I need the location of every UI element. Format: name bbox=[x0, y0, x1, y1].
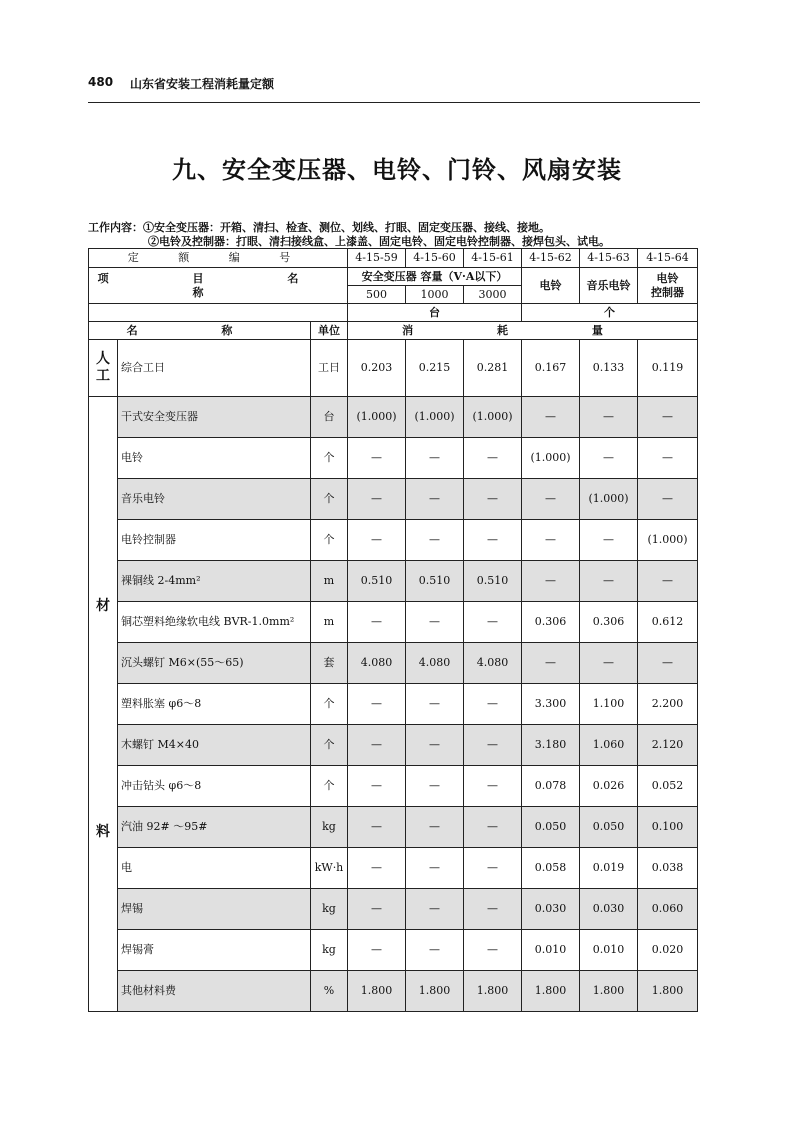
material-unit: 个 bbox=[311, 684, 348, 725]
material-value: (1.000) bbox=[348, 397, 406, 438]
material-row bbox=[89, 561, 698, 602]
item-name-label: 项 目 名 称 bbox=[89, 268, 348, 304]
material-value: — bbox=[348, 889, 406, 930]
material-value: — bbox=[348, 602, 406, 643]
bell-controller-header: 电铃 控制器 bbox=[638, 268, 698, 304]
material-value: 0.019 bbox=[580, 848, 638, 889]
material-value: 0.030 bbox=[580, 889, 638, 930]
material-value: 4.080 bbox=[348, 643, 406, 684]
quota-code: 4-15-64 bbox=[638, 249, 698, 268]
material-value: (1.000) bbox=[464, 397, 522, 438]
material-value: 0.078 bbox=[522, 766, 580, 807]
material-value: — bbox=[638, 438, 698, 479]
material-value: 4.080 bbox=[406, 643, 464, 684]
material-value: 0.052 bbox=[638, 766, 698, 807]
material-value: — bbox=[464, 930, 522, 971]
material-value: 0.026 bbox=[580, 766, 638, 807]
page-number: 480 bbox=[88, 75, 114, 89]
material-value: — bbox=[522, 479, 580, 520]
material-name: 沉头螺钉 M6×(55～65) bbox=[118, 643, 311, 684]
material-row bbox=[89, 848, 698, 889]
section-title: 九、安全变压器、电铃、门铃、风扇安装 bbox=[172, 156, 622, 184]
material-value: — bbox=[348, 766, 406, 807]
material-value: 0.306 bbox=[580, 602, 638, 643]
material-value: 1.060 bbox=[580, 725, 638, 766]
material-row bbox=[89, 889, 698, 930]
material-row bbox=[89, 438, 698, 479]
consumption-table bbox=[88, 248, 698, 1012]
material-value: — bbox=[464, 807, 522, 848]
material-value: 1.800 bbox=[522, 971, 580, 1012]
labor-group-label: 人 工 bbox=[89, 340, 118, 397]
material-value: 0.020 bbox=[638, 930, 698, 971]
material-value: 0.612 bbox=[638, 602, 698, 643]
material-value: — bbox=[406, 848, 464, 889]
material-value: 3.180 bbox=[522, 725, 580, 766]
material-value: — bbox=[638, 397, 698, 438]
quota-code: 4-15-59 bbox=[348, 249, 406, 268]
material-value: — bbox=[580, 520, 638, 561]
material-value: — bbox=[406, 684, 464, 725]
material-value: — bbox=[464, 889, 522, 930]
material-value: — bbox=[464, 766, 522, 807]
material-name: 裸铜线 2-4mm² bbox=[118, 561, 311, 602]
material-value: — bbox=[406, 602, 464, 643]
material-name: 汽油 92# ～95# bbox=[118, 807, 311, 848]
quota-code: 4-15-62 bbox=[522, 249, 580, 268]
quota-code: 4-15-61 bbox=[464, 249, 522, 268]
material-value: 4.080 bbox=[464, 643, 522, 684]
material-name: 焊锡 bbox=[118, 889, 311, 930]
material-value: — bbox=[406, 766, 464, 807]
material-value: — bbox=[464, 725, 522, 766]
labor-value: 0.203 bbox=[348, 340, 406, 397]
material-value: — bbox=[348, 438, 406, 479]
material-value: 3.300 bbox=[522, 684, 580, 725]
material-name: 干式安全变压器 bbox=[118, 397, 311, 438]
material-value: 0.100 bbox=[638, 807, 698, 848]
material-value: 0.038 bbox=[638, 848, 698, 889]
material-value: — bbox=[348, 930, 406, 971]
material-value: 1.100 bbox=[580, 684, 638, 725]
quota-code: 4-15-60 bbox=[406, 249, 464, 268]
material-value: 0.510 bbox=[406, 561, 464, 602]
material-value: (1.000) bbox=[522, 438, 580, 479]
material-value: — bbox=[406, 889, 464, 930]
material-unit: 个 bbox=[311, 766, 348, 807]
unit-ge: 个 bbox=[522, 304, 698, 322]
material-name: 铜芯塑料绝缘软电线 BVR-1.0mm² bbox=[118, 602, 311, 643]
material-value: — bbox=[522, 643, 580, 684]
material-unit: 个 bbox=[311, 479, 348, 520]
material-value: — bbox=[580, 561, 638, 602]
material-value: 1.800 bbox=[464, 971, 522, 1012]
labor-unit: 工日 bbox=[311, 340, 348, 397]
material-name: 音乐电铃 bbox=[118, 479, 311, 520]
material-name: 电铃 bbox=[118, 438, 311, 479]
material-value: 1.800 bbox=[406, 971, 464, 1012]
material-value: — bbox=[464, 520, 522, 561]
book-title: 山东省安装工程消耗量定额 bbox=[130, 77, 275, 91]
material-value: — bbox=[348, 520, 406, 561]
material-value: — bbox=[406, 520, 464, 561]
material-value: 2.200 bbox=[638, 684, 698, 725]
material-name: 电铃控制器 bbox=[118, 520, 311, 561]
material-row bbox=[89, 684, 698, 725]
material-value: — bbox=[580, 397, 638, 438]
material-value: — bbox=[406, 479, 464, 520]
material-value: 0.050 bbox=[580, 807, 638, 848]
material-value: (1.000) bbox=[638, 520, 698, 561]
material-value: 0.030 bbox=[522, 889, 580, 930]
material-unit: kg bbox=[311, 889, 348, 930]
material-value: — bbox=[464, 684, 522, 725]
material-name: 其他材料费 bbox=[118, 971, 311, 1012]
material-value: — bbox=[406, 807, 464, 848]
material-unit: kg bbox=[311, 930, 348, 971]
material-value: — bbox=[406, 930, 464, 971]
material-value: — bbox=[522, 520, 580, 561]
material-unit: % bbox=[311, 971, 348, 1012]
labor-name: 综合工日 bbox=[118, 340, 311, 397]
unit-spacer bbox=[89, 304, 348, 322]
labor-value: 0.119 bbox=[638, 340, 698, 397]
labor-value: 0.133 bbox=[580, 340, 638, 397]
material-value: — bbox=[464, 848, 522, 889]
material-value: 0.060 bbox=[638, 889, 698, 930]
material-row bbox=[89, 520, 698, 561]
material-row bbox=[89, 602, 698, 643]
name-column-header: 名 称 bbox=[89, 322, 311, 340]
material-value: 0.010 bbox=[522, 930, 580, 971]
labor-value: 0.167 bbox=[522, 340, 580, 397]
material-value: 1.800 bbox=[638, 971, 698, 1012]
material-value: 0.050 bbox=[522, 807, 580, 848]
material-value: — bbox=[464, 602, 522, 643]
work-content-line-1: 工作内容：①安全变压器：开箱、清扫、检查、测位、划线、打眼、固定变压器、接线、接地。 bbox=[88, 221, 550, 234]
material-value: — bbox=[348, 725, 406, 766]
material-row bbox=[89, 807, 698, 848]
material-value: — bbox=[464, 438, 522, 479]
material-unit: kg bbox=[311, 807, 348, 848]
material-value: — bbox=[522, 561, 580, 602]
material-value: — bbox=[348, 684, 406, 725]
material-value: — bbox=[638, 479, 698, 520]
material-unit: m bbox=[311, 561, 348, 602]
material-unit: 个 bbox=[311, 438, 348, 479]
material-value: — bbox=[638, 643, 698, 684]
material-value: 0.510 bbox=[348, 561, 406, 602]
material-value: — bbox=[348, 807, 406, 848]
material-value: — bbox=[406, 438, 464, 479]
material-group-bottom: 料 bbox=[96, 823, 110, 840]
material-value: — bbox=[580, 438, 638, 479]
unit-tai: 台 bbox=[348, 304, 522, 322]
material-row bbox=[89, 930, 698, 971]
capacity: 3000 bbox=[464, 286, 522, 304]
material-row bbox=[89, 643, 698, 684]
labor-value: 0.281 bbox=[464, 340, 522, 397]
capacity: 500 bbox=[348, 286, 406, 304]
material-value: 1.800 bbox=[580, 971, 638, 1012]
material-name: 焊锡膏 bbox=[118, 930, 311, 971]
labor-value: 0.215 bbox=[406, 340, 464, 397]
material-value: — bbox=[464, 479, 522, 520]
material-row bbox=[89, 971, 698, 1012]
material-value: — bbox=[406, 725, 464, 766]
material-value: 0.306 bbox=[522, 602, 580, 643]
capacity: 1000 bbox=[406, 286, 464, 304]
material-unit: 套 bbox=[311, 643, 348, 684]
material-value: — bbox=[580, 643, 638, 684]
material-value: 1.800 bbox=[348, 971, 406, 1012]
consumption-column-header: 消 耗 量 bbox=[348, 322, 698, 340]
material-unit: kW·h bbox=[311, 848, 348, 889]
material-name: 木螺钉 M4×40 bbox=[118, 725, 311, 766]
material-row bbox=[89, 479, 698, 520]
music-bell-header: 音乐电铃 bbox=[580, 268, 638, 304]
transformer-group-header: 安全变压器 容量（V·A以下） bbox=[348, 268, 522, 286]
material-group-top: 材 bbox=[96, 597, 110, 614]
material-unit: 台 bbox=[311, 397, 348, 438]
material-row bbox=[89, 766, 698, 807]
material-value: 0.058 bbox=[522, 848, 580, 889]
material-value: 2.120 bbox=[638, 725, 698, 766]
material-value: — bbox=[348, 479, 406, 520]
material-name: 塑料胀塞 φ6～8 bbox=[118, 684, 311, 725]
material-value: — bbox=[638, 561, 698, 602]
quota-code-label: 定 额 编 号 bbox=[89, 249, 348, 268]
material-value: — bbox=[348, 848, 406, 889]
material-name: 冲击钻头 φ6～8 bbox=[118, 766, 311, 807]
material-unit: 个 bbox=[311, 520, 348, 561]
material-unit: m bbox=[311, 602, 348, 643]
material-value: (1.000) bbox=[406, 397, 464, 438]
material-group-label bbox=[89, 397, 118, 1012]
material-row bbox=[89, 725, 698, 766]
material-value: — bbox=[522, 397, 580, 438]
work-content-line-2: ②电铃及控制器：打眼、清扫接线盒、上漆盖、固定电铃、固定电铃控制器、接焊包头、试电。 bbox=[148, 235, 610, 248]
material-unit: 个 bbox=[311, 725, 348, 766]
page-header bbox=[88, 70, 700, 103]
material-name: 电 bbox=[118, 848, 311, 889]
material-value: 0.010 bbox=[580, 930, 638, 971]
electric-bell-header: 电铃 bbox=[522, 268, 580, 304]
material-value: 0.510 bbox=[464, 561, 522, 602]
unit-column-header: 单位 bbox=[311, 322, 348, 340]
material-value: (1.000) bbox=[580, 479, 638, 520]
quota-code: 4-15-63 bbox=[580, 249, 638, 268]
material-row bbox=[89, 397, 698, 438]
